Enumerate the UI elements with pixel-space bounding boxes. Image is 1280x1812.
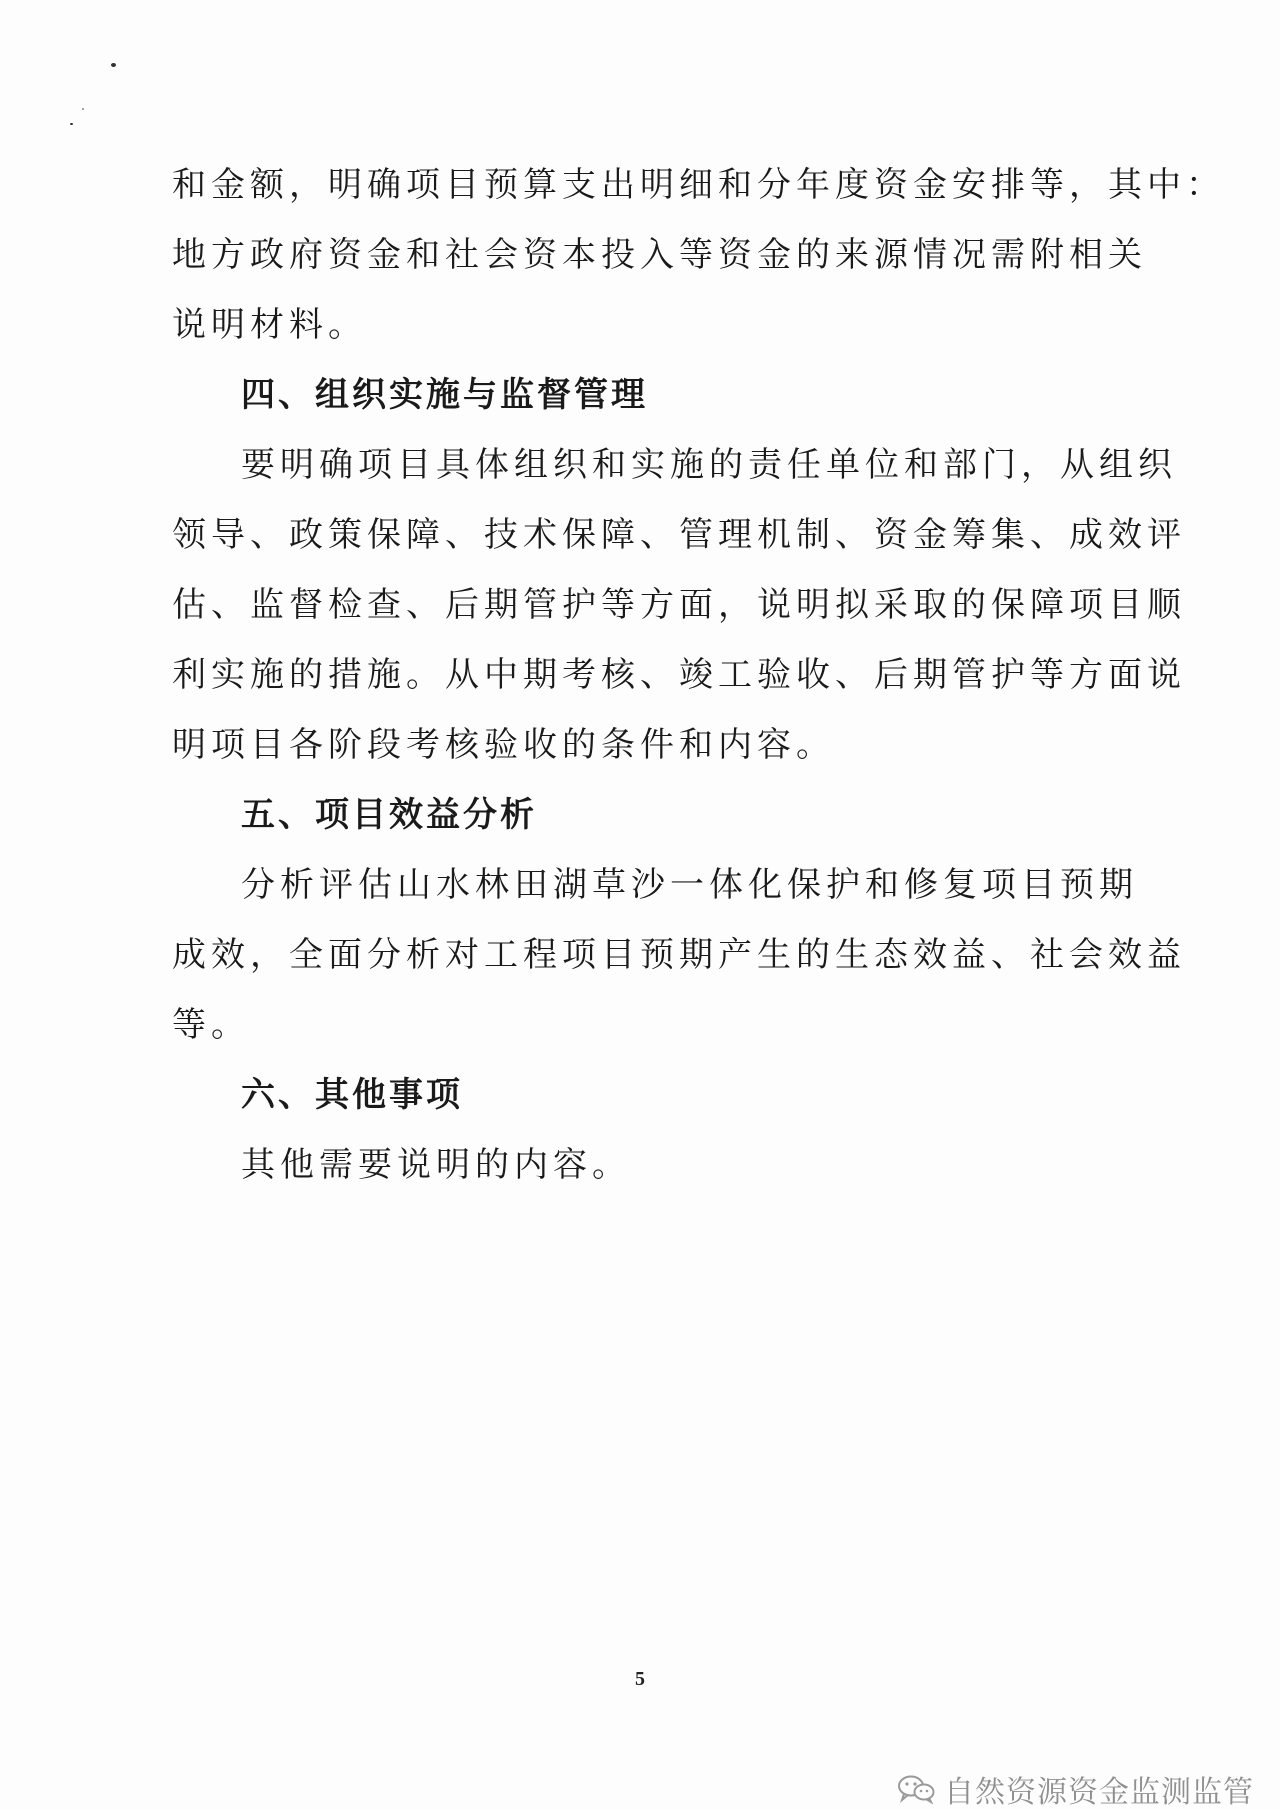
section-heading-5: 五、项目效益分析 (241, 795, 537, 835)
body-text-line: 要明确项目具体组织和实施的责任单位和部门，从组织 (241, 445, 1177, 485)
scan-speck (70, 123, 73, 125)
section-heading-6: 六、其他事项 (241, 1075, 463, 1115)
scan-speck (82, 108, 84, 110)
body-text-line: 地方政府资金和社会资本投入等资金的来源情况需附相关 (172, 235, 1147, 275)
body-text-line: 和金额，明确项目预算支出明细和分年度资金安排等，其中： (172, 165, 1225, 205)
watermark (896, 1774, 1254, 1810)
page-number: 5 (635, 1668, 645, 1690)
body-text-line: 说明材料。 (172, 305, 367, 345)
body-text-line: 其他需要说明的内容。 (241, 1145, 631, 1185)
document-body (172, 150, 1225, 1200)
body-text-line: 估、监督检查、后期管护等方面，说明拟采取的保障项目顺 (172, 585, 1186, 625)
body-text-line: 等。 (172, 1005, 250, 1045)
body-text-line: 利实施的措施。从中期考核、竣工验收、后期管护等方面说 (172, 655, 1186, 695)
body-text-line: 明项目各阶段考核验收的条件和内容。 (172, 725, 835, 765)
wechat-icon (896, 1774, 936, 1804)
watermark-text: 自然资源资金监测监管 (944, 1775, 1254, 1810)
body-text-line: 分析评估山水林田湖草沙一体化保护和修复项目预期 (241, 865, 1138, 905)
body-text-line: 成效，全面分析对工程项目预期产生的生态效益、社会效益 (172, 935, 1186, 975)
scan-speck (111, 63, 116, 67)
section-heading-4: 四、组织实施与监督管理 (241, 375, 648, 415)
body-text-line: 领导、政策保障、技术保障、管理机制、资金筹集、成效评 (172, 515, 1186, 555)
